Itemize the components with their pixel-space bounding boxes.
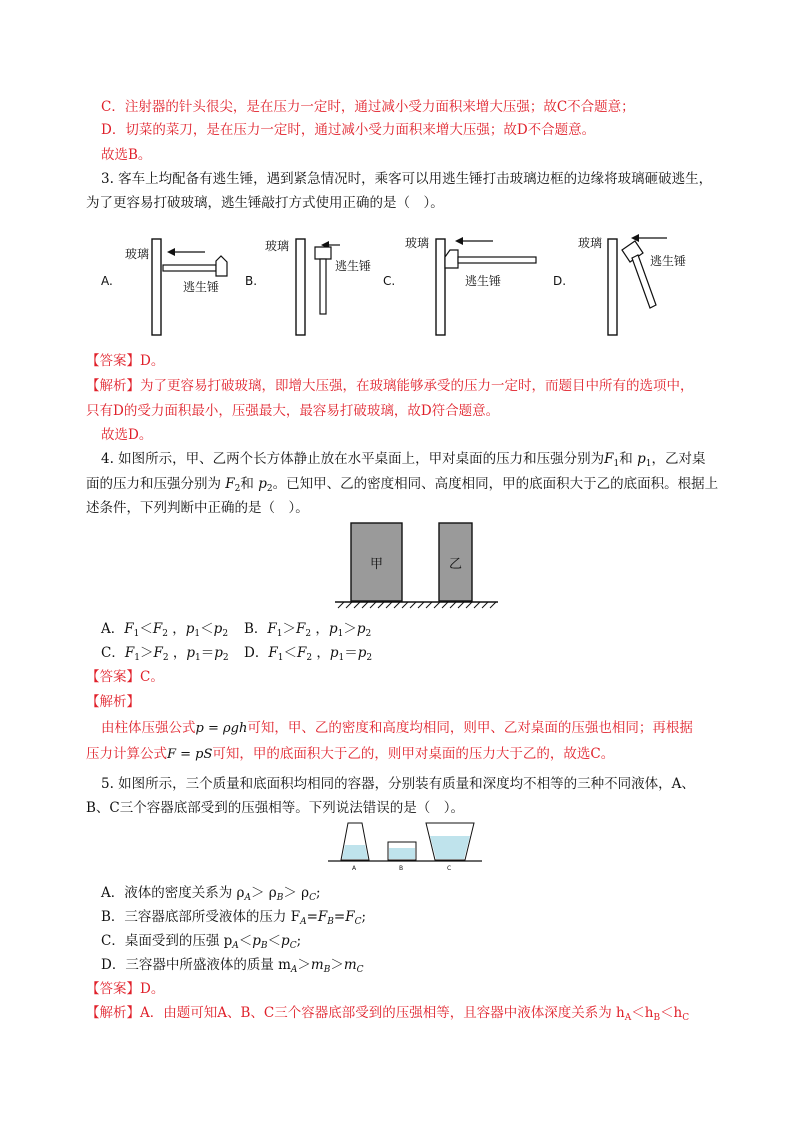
q2-option-d-explanation: D．切菜的菜刀，是在压力一定时，通过减小受力面积来增大压强；故D不合题意。	[101, 122, 596, 138]
q3-label-a: A.	[101, 274, 113, 288]
q3-c-hammer-label: 逃生锤	[465, 274, 502, 288]
q5-liquid-c	[430, 836, 470, 859]
q5-liquid-a	[342, 845, 368, 859]
q4-explanation-line2	[86, 745, 614, 764]
answer-value: D。	[140, 353, 165, 369]
q4-option-a[interactable]: A．$F_1<F_2$ ，$p_1<p_2$	[101, 621, 229, 639]
formula-force: F = pS	[167, 747, 213, 762]
q3-conclusion: 故选D。	[101, 427, 153, 443]
option-text: B．三容器底部所受液体的压力 F	[101, 909, 301, 925]
formula-pressure: p = ρgh	[195, 721, 248, 736]
q4-label-yi: 乙	[449, 557, 463, 572]
option-letter: C．	[101, 645, 125, 661]
answer-tag: 【答案】	[86, 981, 140, 997]
q3-stem-line2: 为了更容易打破玻璃，逃生锤敲打方式使用正确的是（ ）。	[86, 195, 444, 211]
q5-stem-line1: 5. 如图所示，三个质量和底面积均相同的容器，分别装有质量和深度均不相等的三种不同液体，A、	[101, 776, 695, 792]
answer-value: C。	[140, 669, 164, 685]
q3-figure	[95, 225, 705, 350]
explanation-text: 可知，甲、乙的密度和高度均相同，则甲、乙对桌面的压强也相同；再根据	[247, 720, 693, 736]
q4-stem-line3: 述条件，下列判断中正确的是（ ）。	[86, 500, 309, 516]
q3-label-c: C.	[383, 274, 396, 288]
q3-a-glass	[152, 239, 161, 335]
explanation-text: 为了更容易打破玻璃，即增大压强，在玻璃能够承受的压力一定时，而题目中所有的选项中，	[140, 378, 694, 394]
q5-label-a: A	[352, 865, 357, 872]
q3-explanation-line1	[86, 377, 694, 395]
q3-c-glass-label: 玻璃	[405, 236, 430, 250]
q3-a-glass-label: 玻璃	[125, 247, 150, 261]
explanation-text: 压力计算公式	[86, 746, 167, 762]
q3-b-glass	[296, 239, 305, 335]
q3-c-glass	[436, 239, 445, 335]
answer-value: D。	[140, 981, 165, 997]
q3-label-b: B.	[245, 274, 258, 288]
q2-option-c-explanation: C．注射器的针头很尖，是在压力一定时，通过减小受力面积来增大压强；故C不合题意；	[101, 99, 635, 115]
option-letter: B．	[244, 621, 268, 637]
q2-conclusion: 故选B。	[101, 147, 152, 163]
q3-label-d: D.	[553, 274, 567, 288]
q3-d-hammer-label: 逃生锤	[650, 254, 687, 268]
q5-answer	[86, 980, 164, 998]
q5-option-d[interactable]: D．三容器中所盛液体的质量 $m_A>m_B>m_C$	[101, 957, 364, 975]
q3-b-hammer-label: 逃生锤	[335, 259, 372, 273]
q5-option-b[interactable]: B．三容器底部所受液体的压力 $F_A=F_B=F_C$;	[101, 909, 367, 927]
q3-b-hammer-handle	[320, 259, 326, 314]
q3-stem-line1: 3. 客车上均配备有逃生锤，遇到紧急情况时，乘客可以用逃生锤打击玻璃边框的边缘将玻璃砸破逃生，	[101, 171, 713, 187]
q5-option-c[interactable]: C．桌面受到的压强 $p_A<p_B<p_C$;	[101, 933, 302, 951]
q3-explanation-line2: 只有D的受力面积最小，压强最大，最容易打破玻璃，故D符合题意。	[86, 403, 500, 419]
q4-stem-text: 4. 如图所示，甲、乙两个长方体静止放在水平桌面上，甲对桌面的压力和压强分别为	[101, 451, 605, 467]
answer-tag: 【答案】	[86, 669, 140, 685]
q4-option-c[interactable]: C．$F_1>F_2$ ，$p_1=p_2$	[101, 645, 229, 663]
option-text: A．液体的密度关系为 ρ	[101, 885, 245, 901]
option-text: C．桌面受到的压强 p	[101, 933, 233, 949]
explanation-tag: 【解析】	[86, 1005, 140, 1021]
q3-b-hammer-head	[315, 247, 331, 259]
q5-explanation-line1: 【解析】A．由题可知A、B、C三个容器底部受到的压强相等，且容器中液体深度关系为 $h_A<h_B<h_C$	[86, 1005, 690, 1023]
answer-tag: 【答案】	[86, 353, 140, 369]
q4-label-jia: 甲	[370, 557, 384, 572]
explanation-tag: 【解析】	[86, 378, 140, 394]
q4-stem-text3: 。已知甲、乙的密度相同、高度相同，甲的底面积大于乙的底面积。根据上	[272, 476, 719, 492]
q4-stem-line2: 面的压力和压强分别为 $F_2$和 $p_2$。已知甲、乙的密度相同、高度相同，甲的底面积大于乙的底面积。根据上	[86, 476, 719, 494]
q3-b-glass-label: 玻璃	[265, 239, 290, 253]
explanation-text: 由柱体压强公式	[101, 720, 196, 736]
q3-d-glass	[608, 239, 617, 335]
option-letter: A．	[101, 621, 125, 637]
option-letter: D．	[244, 645, 269, 661]
q4-stem-text2: 面的压力和压强分别为	[86, 476, 221, 492]
q5-figure	[325, 820, 485, 875]
q3-a-hammer-head	[216, 256, 227, 276]
q5-label-b: B	[399, 865, 404, 872]
q5-option-a[interactable]: A．液体的密度关系为 $\rho_A> \rho_B> \rho_C$;	[101, 885, 321, 903]
explanation-text: 可知，甲的底面积大于乙的，则甲对桌面的压力大于乙的，故选C。	[212, 746, 615, 762]
q4-option-b[interactable]: B．$F_1>F_2$ ，$p_1>p_2$	[244, 621, 372, 639]
q4-figure	[330, 520, 500, 610]
q3-answer	[86, 352, 164, 370]
q3-a-hammer-label: 逃生锤	[183, 280, 220, 294]
q4-option-d[interactable]: D．$F_1<F_2$ ，$p_1=p_2$	[244, 645, 373, 663]
q3-c-hammer-handle	[458, 257, 536, 263]
q4-explanation-tag: 【解析】	[86, 694, 140, 710]
q5-label-c: C	[447, 865, 452, 872]
explanation-text: A．由题可知A、B、C三个容器底部受到的压强相等，且容器中液体深度关系为 h	[140, 1005, 625, 1021]
q5-liquid-b	[389, 848, 415, 859]
q3-c-hammer-head	[445, 250, 458, 268]
q5-stem-line2: B、C三个容器底部受到的压强相等。下列说法错误的是（ ）。	[86, 800, 464, 816]
q4-table-hatching	[338, 602, 496, 608]
q3-a-hammer-handle	[163, 265, 216, 271]
q4-answer	[86, 668, 164, 686]
q4-stem-line1: 4. 如图所示，甲、乙两个长方体静止放在水平桌面上，甲对桌面的压力和压强分别为$F_1$和 $p_1$，乙对桌	[101, 451, 706, 469]
q3-d-glass-label: 玻璃	[578, 236, 603, 250]
q4-explanation-line1	[101, 719, 693, 738]
option-text: D．三容器中所盛液体的质量 m	[101, 957, 291, 973]
